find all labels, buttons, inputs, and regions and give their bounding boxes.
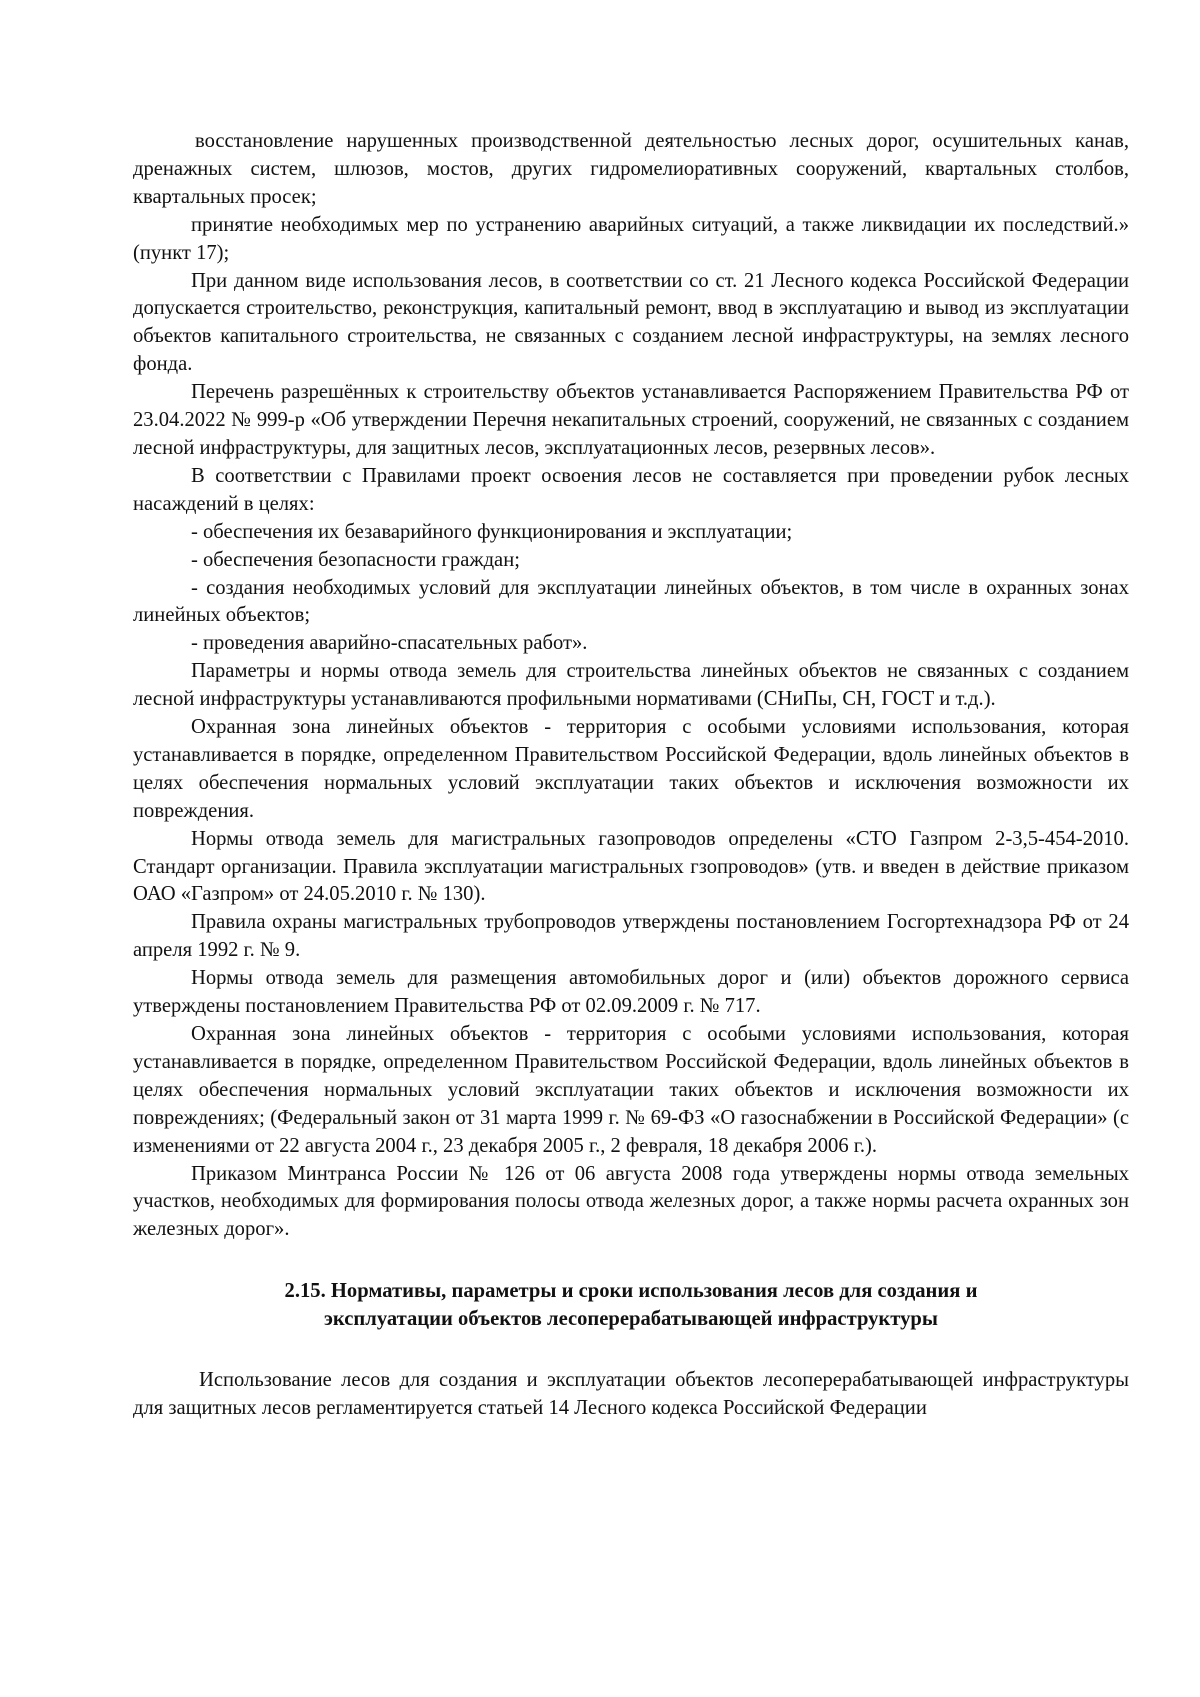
paragraph-protected-zone: Охранная зона линейных объектов - территория с особыми условиями использования, которая устанавливается в порядке, определенном Правительством Российской Федерации, вдоль линейных объектов в целях обеспечения нормальных условий эксплуатации таких объектов и исключения возможности их повреждения. (133, 716, 1129, 822)
paragraph-permitted-objects: Перечень разрешённых к строительству объектов устанавливается Распоряжением Правительства РФ от 23.04.2022 № 999-р «Об утверждении Перечня некапитальных строений, сооружений, не связанных с созданием лесной инфраструктуры, для защитных лесов, эксплуатационных лесов, резервных лесов». (133, 381, 1129, 459)
list-item-rescue-works: - проведения аварийно-спасательных работ». (191, 632, 588, 655)
section-heading: 2.15. Нормативы, параметры и сроки использования лесов для создания и эксплуатации объектов лесоперерабатывающей инфраструктуры (284, 1280, 978, 1330)
paragraph-article-21: При данном виде использования лесов, в соответствии со ст. 21 Лесного кодекса Российской Федерации допускается строительство, реконструкция, капитальный ремонт, ввод в эксплуатацию и вывод из эксплуатации объектов капитального строительства, не связанных с созданием лесной инфраструктуры, на землях лесного фонда. (133, 269, 1129, 376)
paragraph-rules-project: В соответствии с Правилами проект освоения лесов не составляется при проведении рубок лесных насаждений в целях: (133, 464, 1129, 515)
heading-spacer (133, 1333, 1129, 1367)
paragraph-pipeline-rules: Правила охраны магистральных трубопроводов утверждены постановлением Госгортехнадзора РФ от 24 апреля 1992 г. № 9. (133, 911, 1129, 962)
paragraph-protected-zone-law: Охранная зона линейных объектов - территория с особыми условиями использования, которая устанавливается в порядке, определенном Правительством Российской Федерации, вдоль линейных объектов в целях обеспечения нормальных условий эксплуатации таких объектов и исключения возможности их повреждениях; (Федеральный закон от 31 марта 1999 г. № 69-ФЗ «О газоснабжении в Российской Федерации» (с изменениями от 22 августа 2004 г., 23 декабря 2005 г., 2 февраля, 18 декабря 2006 г.). (133, 1023, 1129, 1157)
paragraph-land-norms: Параметры и нормы отвода земель для строительства линейных объектов не связанных с созданием лесной инфраструктуры устанавливаются профильными нормативами (СНиПы, СН, ГОСТ и т.д.). (133, 660, 1129, 711)
paragraph-road-norms: Нормы отвода земель для размещения автомобильных дорог и (или) объектов дорожного сервиса утверждены постановлением Правительства РФ от 02.09.2009 г. № 717. (133, 967, 1129, 1018)
list-item-accident-free: - обеспечения их безаварийного функционирования и эксплуатации; (191, 520, 793, 543)
paragraph-restoration: восстановление нарушенных производственной деятельностью лесных дорог, осушительных канав, дренажных систем, шлюзов, мостов, других гидромелиоративных сооружений, квартальных столбов, квартальных просек; (133, 130, 1129, 208)
list-item-linear-objects: - создания необходимых условий для эксплуатации линейных объектов, в том числе в охранных зонах линейных объектов; (133, 576, 1129, 627)
paragraph-railway-norms: Приказом Минтранса России № 126 от 06 августа 2008 года утверждены нормы отвода земельных участков, необходимых для формирования полосы отвода железных дорог, а также нормы расчета охранных зон железных дорог». (133, 1162, 1129, 1241)
paragraph-emergency-measures: принятие необходимых мер по устранению аварийных ситуаций, а также ликвидации их последствий.» (пункт 17); (133, 213, 1129, 264)
paragraph-gas-pipelines: Нормы отвода земель для магистральных газопроводов определены «СТО Газпром 2-3,5-454-2010. Стандарт организации. Правила эксплуатации магистральных гзопроводов» (утв. и введен в действие приказом ОАО «Газпром» от 24.05.2010 г. № 130). (133, 827, 1129, 906)
paragraph-final: Использование лесов для создания и эксплуатации объектов лесоперерабатывающей инфраструктуры для защитных лесов регламентируется статьей 14 Лесного кодекса Российской Федерации (133, 1369, 1129, 1420)
list-item-citizen-safety: - обеспечения безопасности граждан; (191, 548, 520, 571)
document-page (133, 128, 1129, 1423)
